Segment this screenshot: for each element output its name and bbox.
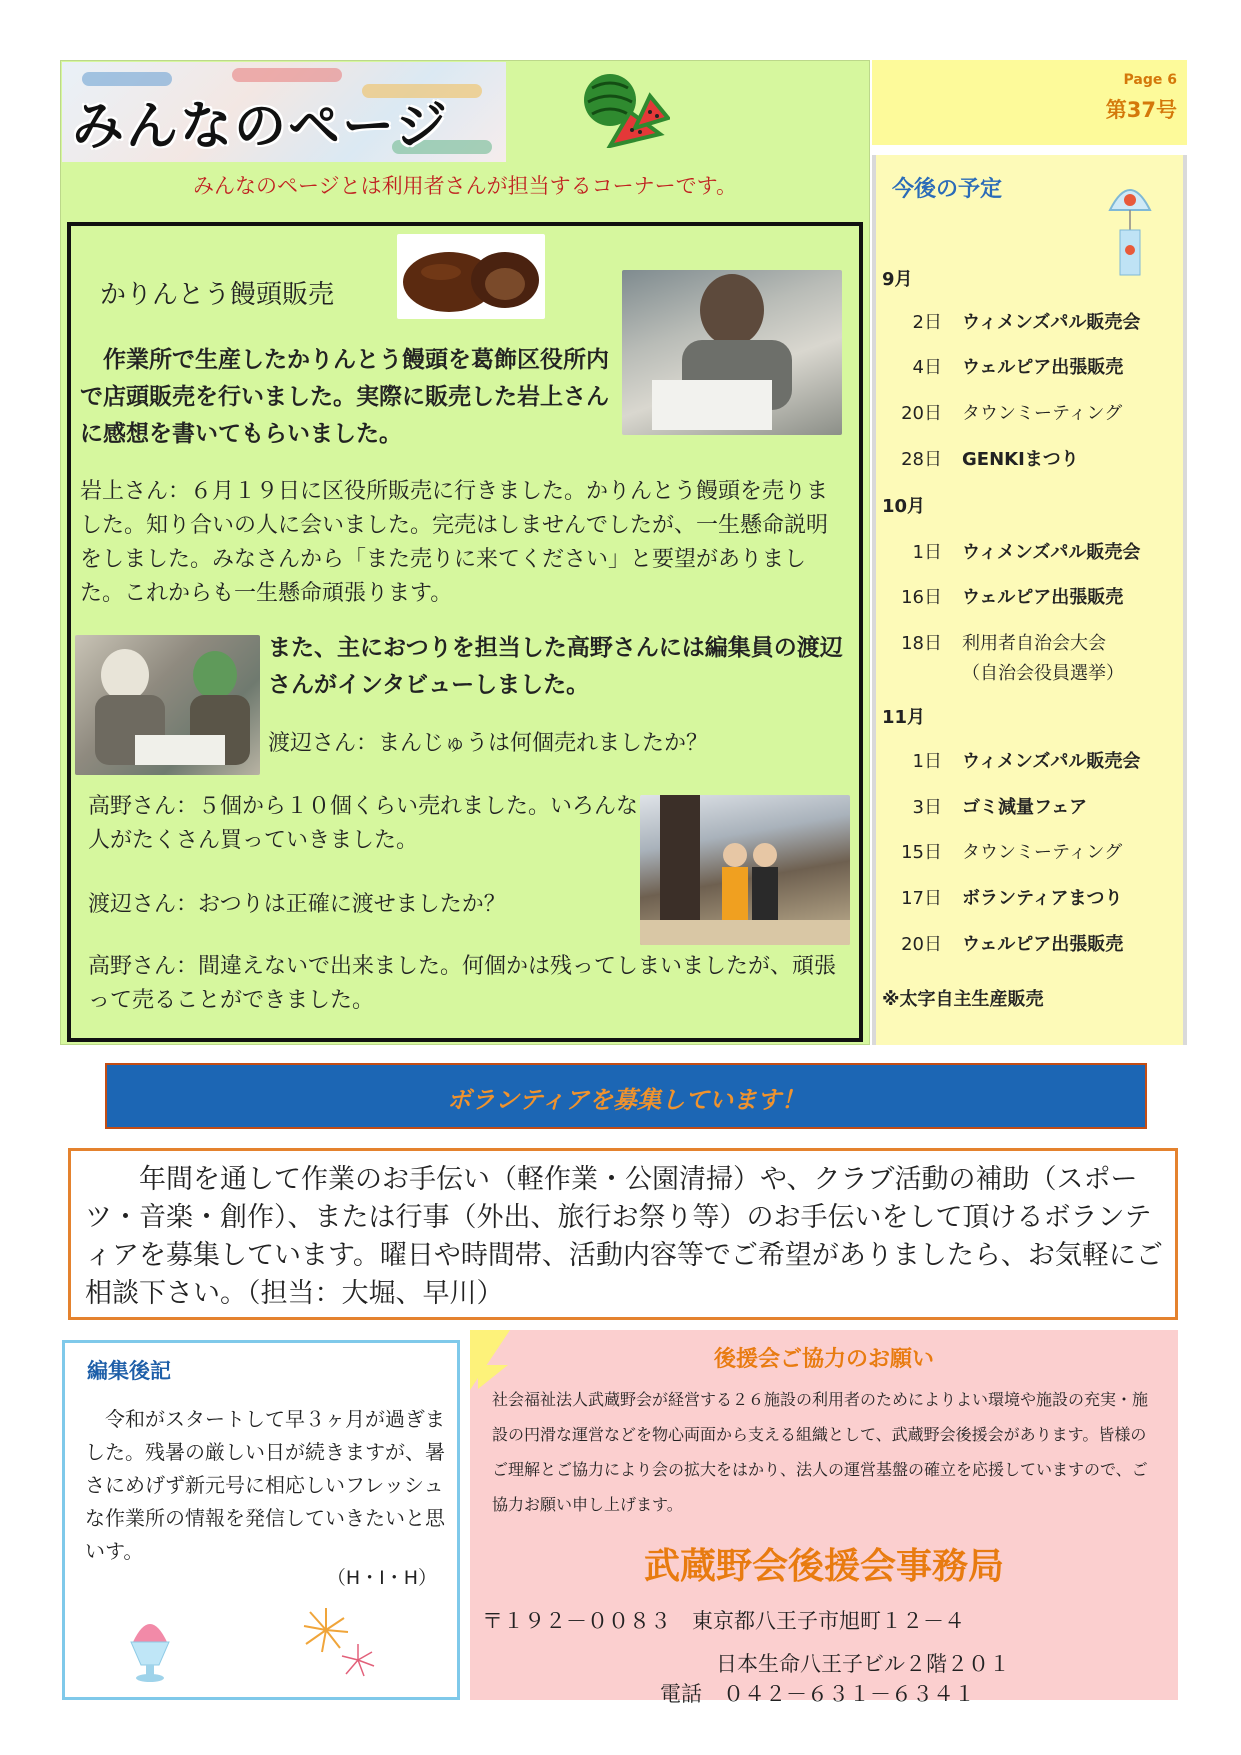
page-number: Page 6: [1123, 72, 1177, 88]
editor-signature: （H・I・H）: [326, 1567, 437, 1589]
schedule-item: 28日 GENKIまつり: [901, 449, 1079, 470]
article-lead: 作業所で生産したかりんとう饅頭を葛飾区役所内で店頭販売を行いました。実際に販売した岩上さんに感想を書いてもらいました。: [80, 347, 609, 447]
watermelon-icon: [580, 68, 670, 148]
support-phone: 電話 ０４２－６３１－６３４１: [660, 1682, 975, 1706]
corner-intro: みんなのページとは利用者さんが担当するコーナーです。: [193, 174, 737, 198]
interview-photo: [75, 635, 260, 775]
schedule-note: ※太字自主生産販売: [882, 989, 1044, 1010]
page-number-box: [872, 60, 1187, 145]
schedule-item: 20日 ウェルピア出張販売: [901, 934, 1124, 955]
support-org-name: 武蔵野会後援会事務局: [643, 1546, 1004, 1587]
support-title: 後援会ご協力のお願い: [713, 1347, 934, 1372]
schedule-month: 10月: [882, 496, 926, 517]
interview-intro: また、主におつりを担当した高野さんには編集員の渡辺さんがインタビューしました。: [268, 635, 843, 698]
editor-note-text: 令和がスタートして早３ヶ月が過ぎました。残暑の厳しい日が続きますが、暑さにめげず新元号に相応しいフレッシュな作業所の情報を発信していきたいと思いす。: [85, 1407, 445, 1563]
schedule-item: 1日 ウィメンズパル販売会: [912, 751, 1141, 772]
schedule-item: 2日 ウィメンズパル販売会: [912, 312, 1141, 333]
support-accent-decoration: [478, 1365, 508, 1389]
editor-note-title: 編集後記: [87, 1359, 171, 1383]
schedule-item: 16日 ウェルピア出張販売: [901, 587, 1124, 608]
koinobori-decoration: [232, 68, 342, 82]
stall-photo: [640, 795, 850, 945]
page-title: みんなのページ: [72, 97, 449, 157]
volunteer-box: [68, 1148, 1178, 1320]
schedule-item: 17日 ボランティアまつり: [901, 888, 1123, 909]
volunteer-title: ボランティアを募集しています！: [446, 1086, 806, 1114]
fireworks-icon: [296, 1600, 381, 1685]
schedule-item: 15日 タウンミーティング: [901, 842, 1123, 863]
support-text: 社会福祉法人武蔵野会が経営する２６施設の利用者のためによりよい環境や施設の充実・施設の円滑な運営などを物心両面から支える組織として、武蔵野会後援会があります。皆様のご理解とご協力により会の拡大をはかり、法人の運営基盤の確立を応援していますので、ご協力お願い申し上げます。: [492, 1390, 1149, 1514]
manju-photo: [397, 234, 545, 319]
schedule-item: 3日 ゴミ減量フェア: [912, 797, 1088, 818]
schedule-item: 1日 ウィメンズパル販売会: [912, 542, 1141, 563]
support-box: [470, 1330, 1178, 1706]
interview-question-1: 渡辺さん：まんじゅうは何個売れましたか？: [268, 731, 709, 756]
schedule-month: 11月: [882, 707, 926, 728]
schedule-item: 20日 タウンミーティング: [901, 403, 1123, 424]
volunteer-text: 年間を通して作業のお手伝い（軽作業・公園清掃）や、クラブ活動の補助（スポーツ・音楽・創作）、または行事（外出、旅行お祭り等）のお手伝いをして頂けるボランティアを募集しています。曜日や時間帯、活動内容等でご希望がありましたら、お気軽にご相談下さい。（担当：大堀、早川）: [85, 1164, 1163, 1309]
writing-photo: [622, 270, 842, 435]
support-address: 〒１９２－００８３ 東京都八王子市旭町１２－４: [482, 1609, 965, 1633]
schedule-item-sub: （自治会役員選挙）: [962, 663, 1124, 684]
article-heading: かりんとう饅頭販売: [100, 280, 335, 310]
issue-number: 第37号: [1105, 98, 1177, 122]
iwagami-comment: 岩上さん：６月１９日に区役所販売に行きました。かりんとう饅頭を売りました。知り合いの人に会いました。完売はしませんでしたが、一生懸命説明をしました。みなさんから「また売りに来てください」と要望がありました。これからも一生懸命頑張ります。: [80, 479, 829, 606]
wind-chime-icon: [1100, 170, 1160, 290]
schedule-item: 4日 ウェルピア出張販売: [912, 357, 1124, 378]
support-building: 日本生命八王子ビル２階２０１: [716, 1652, 1010, 1676]
editor-note-box: [62, 1340, 460, 1700]
volunteer-banner: [105, 1063, 1147, 1129]
title-banner: [62, 62, 506, 162]
schedule-month: 9月: [882, 269, 913, 290]
interview-answer-1: 高野さん：５個から１０個くらい売れました。いろんな人がたくさん買っていきました。: [88, 794, 639, 853]
shaved-ice-icon: [125, 1610, 175, 1685]
schedule-item: 18日 利用者自治会大会: [901, 633, 1106, 654]
interview-answer-2: 高野さん：間違えないで出来ました。何個かは残ってしまいましたが、頑張って売ることができました。: [88, 954, 837, 1013]
interview-question-2: 渡辺さん：おつりは正確に渡せましたか？: [88, 892, 506, 917]
schedule-title: 今後の予定: [892, 177, 1003, 202]
